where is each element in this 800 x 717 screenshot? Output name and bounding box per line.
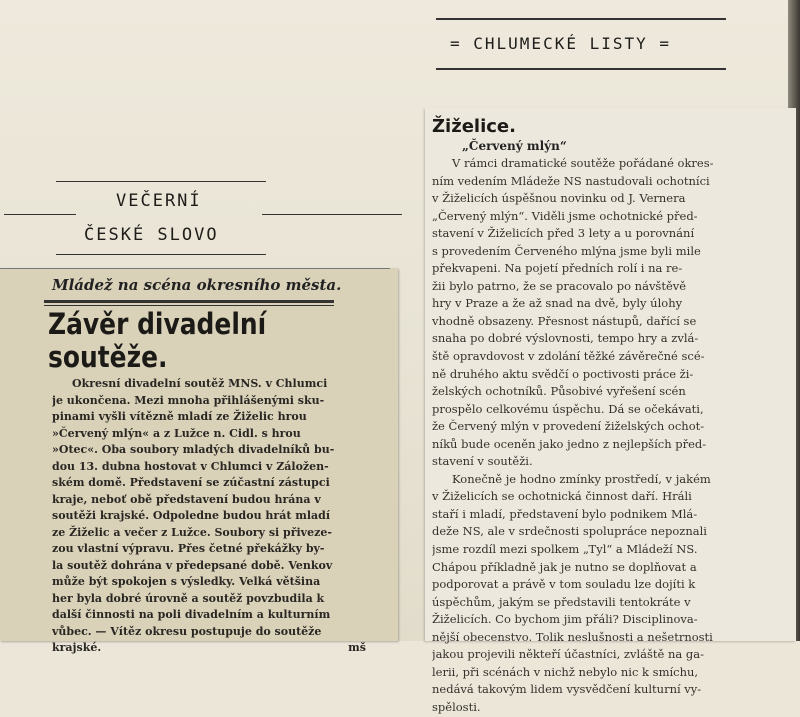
article-line: Konečně je hodno zmínky prostředí, v jakém [452,471,711,486]
left-article-body [52,376,394,657]
clipping-border [0,268,390,269]
article-line: ně druhého aktu svědčí o poctivosti práce ži- [432,366,694,381]
article-line: jsme rozdíl mezi spolkem „Tyl“ a Mládeží NS. [432,542,698,557]
label-rule-top [436,18,726,20]
article-line: želských ochotníků. Působivé vyřešení scén [432,384,686,399]
article-line: spělosti. [432,699,481,714]
article-line: s provedením Červeného mlýna jsme byli mile [432,243,701,258]
kicker-rule-thin [44,305,334,306]
article-line: pinami vyšli vítězně mladí ze Žiželic hrou [52,410,307,423]
article-line: V rámci dramatické soutěže pořádané okres- [452,156,714,170]
article-line: může být spokojen s výsledky. Velká většina [52,575,321,588]
article-line: níků bude oceněn jako jedno z nejlepších před- [432,436,707,451]
article-line: v Žiželicích se ochotnická činnost daří. Hráli [432,489,692,504]
article-line: Okresní divadelní soutěž MNS. v Chlumci [72,377,328,390]
author-signature: mš [348,641,366,654]
article-line: je ukončena. Mezi mnoha přihlášenými sku- [52,393,325,407]
article-line: ze Žiželic a večer z Lužce. Soubory si přiveze- [52,525,332,539]
article-line: vhodně obsazeny. Přesnost nástupů, dařící se [432,313,697,328]
article-line: „Červený mlýn“. Viděli jsme ochotnické před- [432,208,698,223]
vecerni-label-line1: VEČERNÍ [116,191,202,211]
article-line: v Žiželicích úspěšnou novinku od J. Vernera [432,191,686,206]
vecerni-rule-right [262,214,402,215]
vecerni-rule-bottom [56,254,266,255]
article-line: hry v Praze a že až snad na dvě, byly úlohy [432,296,683,311]
article-line: Chápou příkladně jak je nutno se doplňovat a [432,559,697,574]
article-line: lerii, při scénách v nichž nebylo nic k smíchu, [432,664,699,679]
article-line: deže NS, ale v srdečnosti spolupráce nepoznali [432,524,707,539]
article-line: ském domě. Představení se zúčastní zástupci [52,476,330,489]
vecerni-label-line2: ČESKÉ SLOVO [84,225,219,245]
article-line: vůbec. — Vítěz okresu postupuje do soutěže [52,624,322,638]
article-line: podporovat a právě v tom souladu lze dojíti k [432,577,696,592]
article-line: kraje, neboť obě představení budou hrána v [52,492,321,506]
article-line: překvapeni. Na pojetí předních rolí i na re- [432,261,683,276]
vecerni-rule-left [4,214,76,215]
article-line: her byla dobré úrovně a soutěž povzbudila k [52,591,325,605]
article-line: la soutěž dohrána v předepsané době. Venkov [52,558,333,572]
article-line: nedává takovým lidem vysvědčení kulturní vy- [432,682,702,697]
article-line: další činnosti na poli divadelním a kulturním [52,608,331,621]
article-line: soutěži krajské. Odpoledne budou hrát mladí [52,509,331,522]
right-article-body [432,155,792,717]
article-line: zou vlastní výpravu. Přes četné překážky by- [52,542,325,555]
article-line: nější obecenstvo. Tolik neslušnosti a nešetrnosti [432,629,713,644]
label-rule-bottom [436,68,726,70]
headline-line-1: Závěr divadelní [48,307,267,341]
kicker-rule-thick [44,300,334,303]
article-line: žii bylo patrno, že se pracovalo po návštěvě [432,278,687,293]
article-line: snaha po dobré výslovnosti, tempo hry a zvlá- [432,331,699,346]
article-line: úspěchům, jakým se představili tentokráte v [432,594,691,609]
right-place-heading: Žiželice. [432,116,516,137]
article-line: že Červený mlýn v provedení žiželských ochot- [432,419,705,434]
article-line: »Červený mlýn« a z Lužce n. Cidl. s hrou [52,426,301,440]
right-subtitle: „Červený mlýn“ [462,139,567,153]
article-line: prospělo celkovému úspěchu. Dá se očekávati, [432,401,704,416]
article-line: ště opravdovost v zdolání těžké závěrečné scé- [432,349,705,364]
chlumecke-listy-label: = CHLUMECKÉ LISTY = [450,34,672,53]
headline-line-2: soutěže. [48,340,168,374]
article-line: stavení v Žiželicích před 3 lety a u porovnání [432,226,695,241]
left-kicker: Mládež na scéna okresního města. [52,276,342,294]
article-line [52,640,394,657]
article-line: »Otec«. Oba soubory mladých divadelníků bu- [52,443,335,456]
article-line: staří i mladí, představení bylo podnikem Mlá- [432,506,698,521]
article-line: jakou projevili někteří účastníci, zvláště na ga- [432,647,704,662]
article-line: stavení v soutěži. [432,454,533,469]
left-headline [48,308,323,374]
article-line: ním vedením Mládeže NS nastudovali ochotníci [432,173,710,188]
article-line: dou 13. dubna hostovat v Chlumci v Záložen- [52,459,329,473]
article-line-last: krajské. [52,641,102,654]
vecerni-rule-top [56,181,266,182]
article-line: Žiželicích. Co bychom jim přáli? Disciplinova- [432,612,698,627]
